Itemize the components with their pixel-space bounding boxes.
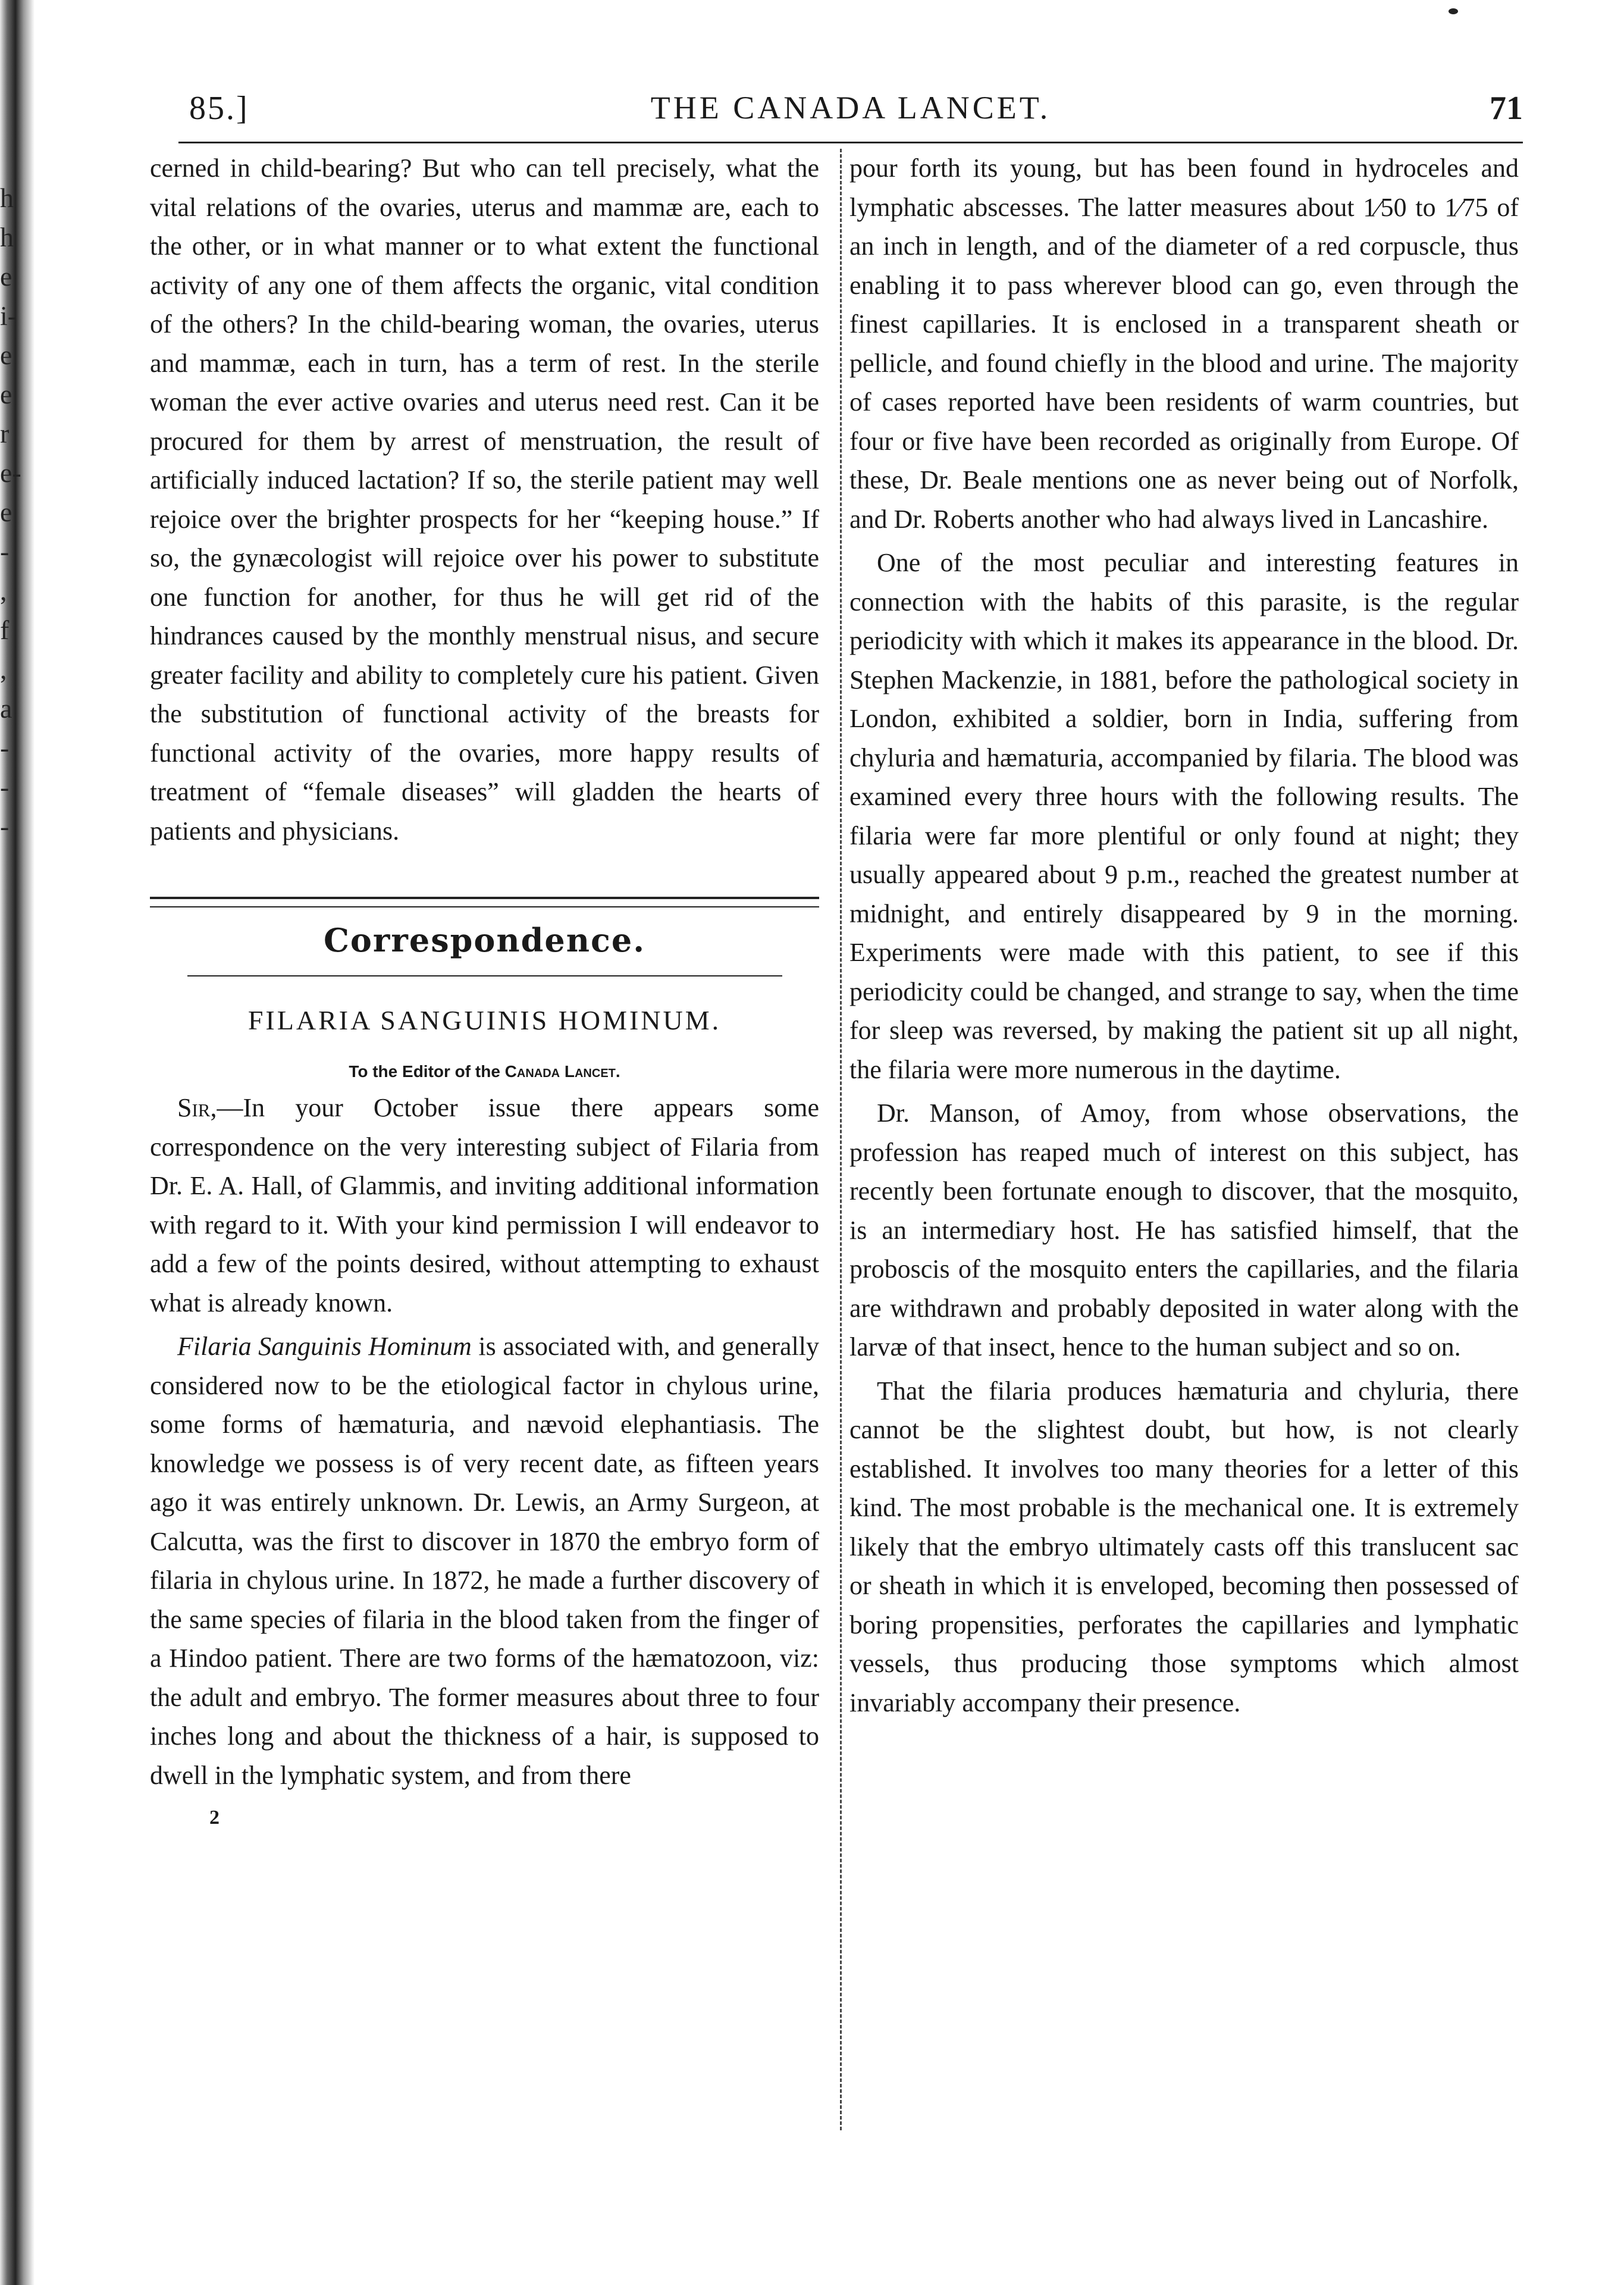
to-editor-journal: Canada Lancet. — [504, 1062, 620, 1081]
letter-paragraph — [150, 1088, 819, 1322]
margin-fragment: e- — [0, 458, 21, 488]
ink-speck — [1449, 8, 1458, 14]
page-number: 71 — [1490, 90, 1523, 127]
column-divider — [840, 149, 842, 2130]
margin-fragment: e — [0, 340, 12, 370]
margin-fragment: a — [0, 693, 12, 724]
section-rule — [187, 975, 782, 976]
margin-fragment: - — [0, 536, 10, 566]
right-column — [849, 149, 1519, 1722]
margin-fragment: - — [0, 733, 10, 763]
body-paragraph: That the filaria produces hæmaturia and chyluria, there cannot be the slightest doubt, but how, is not clearly established. It involves too many theories for a letter of this kind. The most probable is the mechanical one. It is extremely likely that the embryo ultimately casts off this translucent sac or sheath in which it is enveloped, becoming then possessed of boring propensities, perforates the capillaries and lymphatic vessels, thus producing those symptoms which almost invariably accompany their presence. — [849, 1376, 1519, 1717]
margin-fragment: - — [0, 811, 10, 841]
continued-paragraph: cerned in child-bearing? But who can tell precisely, what the vital relations of the ovaries, uterus and mammæ are, each to the other, or in what manner or to what extent the functional activity of any one of them affects the organic, vital condition of the others? In the child-bearing woman, the ovaries, uterus and mammæ, each in turn, has a term of rest. In the sterile woman the ever active ovaries and uterus need rest. Can it be procured for them by arrest of menstruation, the result of artificially induced lactation? If so, the sterile patient may well rejoice over the brighter prospects for her “keeping house.” If so, the gynæcologist will rejoice over his power to substitute one function for another, for thus he will get rid of the hindrances caused by the monthly menstrual nisus, and secure greater facility and ability to completely cure his patient. Given the substitution of functional activity of the breasts for functional activity of the ovaries, more happy results of treatment of “female diseases” will gladden the hearts of patients and physicians. — [150, 154, 819, 846]
margin-fragment: e — [0, 497, 12, 527]
margin-text-fragments — [0, 179, 24, 846]
letter-paragraph — [150, 1327, 819, 1795]
margin-fragment: e — [0, 379, 12, 409]
header-journal-title: THE CANADA LANCET. — [650, 90, 1051, 126]
article-title: FILARIA SANGUINIS HOMINUM. — [247, 1005, 722, 1035]
left-column — [150, 149, 819, 1838]
header-rule — [178, 142, 1523, 143]
signature-mark: 2 — [209, 1807, 220, 1829]
margin-fragment: , — [0, 575, 7, 606]
margin-fragment: , — [0, 654, 7, 684]
body-paragraph: pour forth its young, but has been found in hydroceles and lymphatic abscesses. The latter measures about 1⁄50 to 1⁄75 of an inch in length, and of the diameter of a red corpuscle, thus enabling it to pass wherever blood can go, even through the finest capillaries. It is enclosed in a transparent sheath or pellicle, and found chiefly in the blood and urine. The majority of cases reported have been residents of warm countries, but four or five have been recorded as originally from Europe. Of these, Dr. Beale mentions one as never being out of Norfolk, and Dr. Roberts another who had always lived in Lancashire. — [849, 154, 1519, 534]
margin-fragment: h — [0, 222, 14, 252]
species-name: Filaria Sanguinis Hominum — [177, 1332, 472, 1361]
page-header — [178, 89, 1523, 143]
section-heading: Correspondence. — [323, 921, 646, 959]
body-paragraph: Dr. Manson, of Amoy, from whose observations, the profession has reaped much of interest on this subject, has recently been fortunate enough to discover, that the mosquito, is an intermediary host. He has satisfied himself, that the proboscis of the mosquito enters the capillaries, and the filaria are withdrawn and probably deposited in water along with the larvæ of that insect, hence to the human subject and so on. — [849, 1098, 1519, 1361]
letter-paragraph-text: —In your October issue there appears some correspondence on the very interesting subject of Filaria from Dr. E. A. Hall, of Glammis, and inviting additional information with regard to it. With your kind permission I will endeavor to add a few of the points desired, without attempting to exhaust what is already known. — [150, 1093, 819, 1317]
margin-fragment: e — [0, 261, 12, 292]
salutation: Sir, — [177, 1093, 217, 1122]
margin-fragment: h — [0, 183, 14, 213]
margin-fragment: r — [0, 418, 10, 449]
to-editor-line — [150, 1059, 819, 1085]
margin-fragment: f — [0, 615, 10, 645]
margin-fragment: i- — [0, 301, 17, 331]
margin-fragment: - — [0, 772, 10, 802]
to-editor-prefix: To the Editor of the — [349, 1062, 500, 1081]
body-paragraph: One of the most peculiar and interesting features in connection with the habits of this parasite, is the regular periodicity with which it makes its appearance in the blood. Dr. Stephen Mackenzie, in 1881, before the pathological society in London, exhibited a soldier, born in India, suffering from chyluria and hæmaturia, accompanied by filaria. The blood was examined every three hours with the following results. The filaria were far more plentiful or only found at night; they usually appeared about 9 p.m., reached the greatest number at midnight, and entirely disappeared by 9 in the morning. Experiments were made with this patient, to see if this periodicity could be changed, and strange to say, when the time for sleep was reversed, by making the patient sit up all night, the filaria were more numerous in the daytime. — [849, 548, 1519, 1084]
header-volume-ref: 85.] — [189, 90, 249, 127]
section-double-rule — [150, 897, 819, 907]
letter-paragraph-text: is associated with, and generally considered now to be the etiological factor in chylous urine, some forms of hæmaturia, and nævoid elephantiasis. The knowledge we possess is of very recent date, as fifteen years ago it was entirely unknown. Dr. Lewis, an Army Surgeon, at Calcutta, was the first to discover in 1870 the embryo form of filaria in chylous urine. In 1872, he made a further discovery of the same species of filaria in the blood taken from the finger of a Hindoo patient. There are two forms of the hæmatozoon, viz: the adult and embryo. The former measures about three to four inches long and about the thickness of a hair, is supposed to dwell in the lymphatic system, and from there — [150, 1332, 819, 1790]
